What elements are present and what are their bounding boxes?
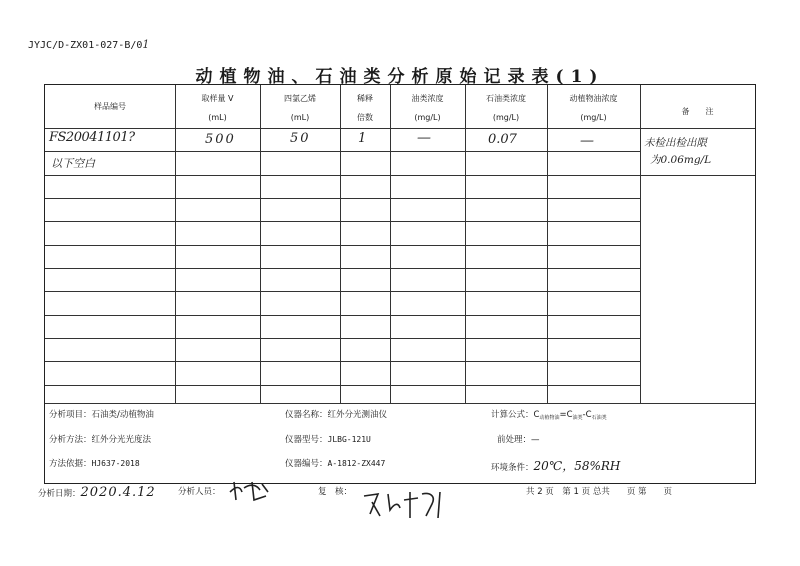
header-ccl4-unit: (mL): [290, 113, 310, 122]
environment-value: 20℃，58%RH: [533, 459, 621, 473]
formula-label: 计算公式：: [491, 410, 534, 420]
row-line: [45, 175, 755, 176]
method-value: 红外分光光度法: [91, 435, 152, 445]
instrument-name-field: [285, 408, 387, 420]
remarks-line-1: 未检出检出限: [644, 137, 707, 149]
row1-animal-oil-conc: —: [580, 133, 594, 149]
row-line: [45, 291, 640, 292]
document-code-text: JYJC/D-ZX01-027-B/0: [28, 40, 143, 51]
header-petroleum-conc-unit: (mg/L): [492, 113, 520, 122]
row-line: [45, 385, 640, 386]
row-line: [45, 338, 640, 339]
header-sample-no: 样品编号: [94, 102, 126, 111]
header-oil-conc-label: 油类浓度: [411, 94, 444, 103]
header-ccl4: [260, 93, 340, 123]
basis-value: HJ637-2018: [91, 459, 140, 468]
row-line: [45, 361, 640, 362]
row-line: [45, 151, 640, 152]
instrument-model-value: JLBG-121U: [327, 435, 371, 444]
record-table: [44, 84, 756, 484]
formula-c: C: [533, 410, 540, 420]
reviewer-label: 复 核：: [318, 487, 353, 497]
header-volume-label: 取样量 V: [201, 94, 234, 103]
instrument-model-field: [285, 433, 371, 445]
row1-sample-no: FS20041101?: [49, 130, 135, 145]
formula-minus: -C: [582, 410, 592, 420]
col-line: [547, 85, 548, 403]
formula-field: [491, 408, 607, 421]
row1-oil-conc: —: [417, 130, 431, 146]
analyst-label: 分析人员：: [178, 487, 221, 497]
header-dilution-unit: 倍数: [357, 113, 373, 122]
instrument-model-label: 仪器型号：: [285, 435, 328, 445]
instrument-no-value: A-1812-ZX447: [327, 459, 386, 468]
row-line: [45, 315, 640, 316]
instrument-name-value: 红外分光测油仪: [327, 410, 388, 420]
analysis-item-field: [49, 408, 154, 420]
reviewer-signature: [360, 488, 452, 522]
blank-below-note: 以下空白: [51, 157, 95, 170]
row-line: [45, 245, 640, 246]
header-petroleum-conc-label: 石油类浓度: [486, 94, 526, 103]
col-line: [260, 85, 261, 403]
row1-ccl4: 50: [290, 131, 311, 146]
document-code: [28, 38, 149, 51]
header-dilution-label: 稀释: [357, 94, 373, 103]
pretreatment-value: —: [531, 435, 540, 445]
analysis-date-value: 2020.4.12: [80, 485, 156, 500]
environment-label: 环境条件：: [491, 463, 534, 473]
analysis-item-value: 石油类/动植物油: [91, 410, 154, 420]
formula-sub-animal-oil: 动植物油: [539, 415, 560, 421]
basis-field: [49, 457, 140, 469]
col-line: [390, 85, 391, 403]
pretreatment-field: [497, 433, 540, 445]
row-line: [45, 221, 640, 222]
analysis-item-label: 分析项目：: [49, 410, 92, 420]
header-animal-oil-conc: [547, 93, 640, 123]
col-line: [340, 85, 341, 403]
header-volume: [175, 93, 260, 123]
row-line: [45, 198, 640, 199]
header-divider: [45, 128, 755, 129]
row1-volume: 500: [205, 132, 236, 147]
environment-field: [491, 457, 620, 474]
instrument-no-label: 仪器编号：: [285, 459, 328, 469]
header-oil-conc-unit: (mg/L): [414, 113, 441, 122]
formula-eq: =C: [559, 410, 573, 420]
analysis-date-field: [38, 485, 156, 500]
method-field: [49, 433, 151, 445]
header-ccl4-label: 四氯乙烯: [284, 94, 316, 103]
header-animal-oil-conc-label: 动植物油浓度: [569, 94, 618, 103]
row1-dilution: 1: [358, 131, 367, 146]
page-counter: 共 2 页 第 1 页 总共 页 第 页: [526, 487, 673, 497]
form-title: 动植物油、石油类分析原始记录表(1): [195, 67, 605, 87]
header-volume-unit: (mL): [208, 113, 227, 122]
footer-divider: [45, 403, 755, 404]
formula-sub-oil: 油类: [572, 415, 583, 421]
header-petroleum-conc: [465, 93, 547, 123]
analysis-date-label: 分析日期：: [38, 489, 81, 499]
row1-petroleum-conc: 0.07: [488, 132, 517, 147]
analyst-signature: [226, 478, 272, 504]
instrument-name-label: 仪器名称：: [285, 410, 328, 420]
basis-label: 方法依据：: [49, 459, 92, 469]
col-line: [175, 85, 176, 403]
remarks-line-2: 为0.06mg/L: [650, 154, 712, 166]
document-code-handwritten: 1: [142, 38, 150, 51]
header-dilution: [340, 93, 390, 123]
formula-sub-petroleum: 石油类: [591, 415, 607, 421]
col-line: [465, 85, 466, 403]
method-label: 分析方法：: [49, 435, 92, 445]
pretreatment-label: 前处理：: [497, 435, 532, 445]
header-oil-conc: [390, 93, 465, 123]
header-animal-oil-conc-unit: (mg/L): [580, 113, 607, 122]
row-line: [45, 268, 640, 269]
instrument-no-field: [285, 457, 385, 469]
header-remarks: 备 注: [681, 107, 714, 116]
col-line: [640, 85, 641, 403]
